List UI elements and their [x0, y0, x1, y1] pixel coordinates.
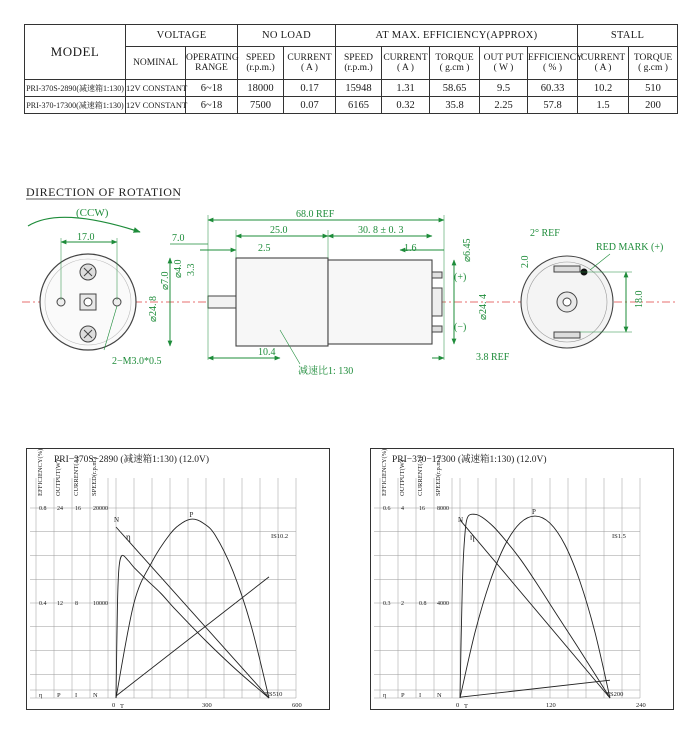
header-me-speed: SPEED (r.p.m.): [336, 47, 382, 80]
cell-st-current: 1.5: [578, 97, 629, 114]
holes-label: 2−M3.0*0.5: [112, 356, 162, 367]
dim-2-5: 2.5: [258, 243, 271, 254]
header-voltage: VOLTAGE: [126, 25, 238, 47]
cell-me-torque: 58.65: [430, 80, 480, 97]
dim-phi6-45: ⌀6.45: [462, 238, 473, 262]
header-me-output: OUT PUT ( W ): [480, 47, 528, 80]
x-tick-label: 240: [636, 702, 646, 709]
cell-model: PRI-370S-2890(减速箱1:130): [25, 80, 126, 97]
group-header-row: [25, 25, 678, 47]
gearbox-body: [236, 258, 328, 346]
y-axis-label: OUTPUT(W): [399, 459, 406, 496]
x-tick-label: 300: [202, 702, 212, 709]
chart-title: PRI−370−17300 (减速箱1:130) (12.0V): [392, 455, 547, 465]
output-shaft: [208, 296, 236, 308]
terminal-minus: [432, 326, 442, 332]
header-st-current: CURRENT ( A ): [578, 47, 629, 80]
header-nl-speed: SPEED (r.p.m.): [238, 47, 284, 80]
bottom-axis-letter: N: [437, 692, 442, 699]
y-axis-label: CURRENT(A): [417, 456, 424, 496]
y-mid-value: 10000: [93, 601, 108, 607]
bottom-axis-letter: I: [419, 692, 422, 699]
y-top-value: 0.6: [383, 506, 391, 512]
cell-me-current: 0.32: [382, 97, 430, 114]
cell-model: PRI-370-17300(减速箱1:130): [25, 97, 126, 114]
rear-view: [521, 256, 613, 348]
dim-10-4: 10.4: [258, 347, 276, 358]
bottom-axis-letter: P: [401, 692, 405, 699]
ccw-arc: [28, 217, 140, 232]
dim-3-8: 3.8 REF: [476, 352, 510, 363]
end-cap: [432, 288, 442, 316]
front-view: [40, 254, 136, 350]
cell-me-speed: 15948: [336, 80, 382, 97]
header-noload: NO LOAD: [238, 25, 336, 47]
dim-phi248: ⌀24. 8: [148, 295, 159, 322]
header-nominal: NOMINAL: [126, 47, 186, 80]
cell-me-efficiency: 57.8: [528, 97, 578, 114]
cell-nominal: 12V CONSTANT: [126, 80, 186, 97]
plus-label: (+): [454, 272, 467, 283]
header-operating-range: OPERATING RANGE: [186, 47, 238, 80]
dim-phi24-4: ⌀24. 4: [478, 293, 489, 320]
label-eta: η: [470, 532, 475, 542]
dim-17: 17.0: [77, 232, 95, 243]
cell-me-efficiency: 60.33: [528, 80, 578, 97]
header-me-torque: TORQUE ( g.cm ): [430, 47, 480, 80]
dim-7: 7.0: [172, 233, 185, 244]
header-st-torque: TORQUE ( g.cm ): [629, 47, 678, 80]
header-me-current: CURRENT ( A ): [382, 47, 430, 80]
side-view: [208, 258, 442, 346]
cell-me-speed: 6165: [336, 97, 382, 114]
label-p: P: [189, 511, 194, 520]
y-mid-value: 2: [401, 601, 404, 607]
minus-label: (−): [454, 322, 467, 333]
header-stall: STALL: [578, 25, 678, 47]
spec-table: [24, 24, 678, 114]
dim-308: 30. 8 ± 0. 3: [358, 225, 404, 236]
dim-phi7: ⌀7.0: [160, 271, 171, 290]
cell-st-current: 10.2: [578, 80, 629, 97]
terminal-plus: [432, 272, 442, 278]
cell-range: 6~18: [186, 97, 238, 114]
y-top-value: 0.8: [39, 506, 47, 512]
y-top-value: 16: [75, 506, 81, 512]
rotation-title: DIRECTION OF ROTATION: [26, 185, 182, 199]
header-me-efficiency: EFFICIENCY ( % ): [528, 47, 578, 80]
cell-nl-current: 0.07: [284, 97, 336, 114]
performance-chart-right: [370, 448, 674, 710]
label-ts: TS510: [265, 691, 283, 698]
cell-me-output: 2.25: [480, 97, 528, 114]
table-row: [25, 97, 678, 114]
bottom-axis-letter: I: [75, 692, 78, 699]
cell-nl-speed: 18000: [238, 80, 284, 97]
cell-nominal: 12V CONSTANT: [126, 97, 186, 114]
y-axis-label: SPEED(r.p.m.): [435, 456, 442, 496]
label-p: P: [532, 508, 536, 517]
rear-terminal-top: [554, 266, 580, 272]
x-tick-label: 600: [292, 702, 302, 709]
cell-nl-speed: 7500: [238, 97, 284, 114]
dim-1-6: 1.6: [404, 243, 417, 254]
dim-phi4: ⌀4.0: [173, 259, 184, 278]
header-nl-current: CURRENT ( A ): [284, 47, 336, 80]
y-top-value: 8000: [437, 506, 449, 512]
motor-drawing: [0, 180, 700, 380]
cell-nl-current: 0.17: [284, 80, 336, 97]
cell-me-output: 9.5: [480, 80, 528, 97]
y-axis-label: CURRENT(A): [73, 456, 80, 496]
table-row: [25, 80, 678, 97]
label-n: N: [114, 516, 120, 524]
label-is: IS1.5: [612, 533, 626, 540]
red-mark-label: RED MARK (+): [596, 242, 664, 253]
motor-body: [328, 260, 432, 344]
cell-range: 6~18: [186, 80, 238, 97]
y-axis-label: OUTPUT(W): [55, 459, 62, 496]
dim-2-0: 2.0: [520, 255, 531, 268]
bottom-axis-letter: η: [39, 692, 43, 699]
cell-st-torque: 200: [629, 97, 678, 114]
label-is: IS10.2: [271, 533, 289, 540]
label-eta: η: [126, 532, 131, 542]
ccw-label: (CCW): [76, 207, 109, 219]
dim-18: 18.0: [634, 290, 645, 308]
y-mid-value: 0.8: [419, 601, 427, 607]
rear-terminal-bottom: [554, 332, 580, 338]
label-ts: TS200: [606, 691, 624, 698]
header-model: MODEL: [25, 25, 126, 80]
gear-ratio-label: 减速比1: 130: [298, 366, 354, 377]
x-tick-label: 0: [112, 702, 116, 709]
dim-3-3: 3.3: [186, 263, 197, 276]
dim-25: 25.0: [270, 225, 288, 236]
y-axis-label: EFFICIENCY(%): [381, 448, 388, 496]
y-axis-label: SPEED(r.p.m.): [91, 456, 98, 496]
y-top-value: 24: [57, 506, 63, 512]
bottom-axis-letter: P: [57, 692, 61, 699]
y-mid-value: 4000: [437, 601, 449, 607]
x-tick-label: 120: [546, 702, 556, 709]
y-top-value: 20000: [93, 506, 108, 512]
y-top-value: 16: [419, 506, 425, 512]
cell-me-torque: 35.8: [430, 97, 480, 114]
y-mid-value: 0.3: [383, 601, 391, 607]
header-maxeff: AT MAX. EFFICIENCY(APPROX): [336, 25, 578, 47]
chart-title: PRI−370S−2890 (减速箱1:130) (12.0V): [54, 455, 210, 465]
bottom-axis-letter: N: [93, 692, 98, 699]
x-tick-label: 0: [456, 702, 460, 709]
dim-68: 68.0 REF: [296, 209, 335, 220]
y-top-value: 4: [401, 506, 404, 512]
performance-chart-left: [26, 448, 330, 710]
dim-2-deg-ref: 2° REF: [530, 228, 560, 239]
y-mid-value: 12: [57, 601, 63, 607]
y-mid-value: 8: [75, 601, 78, 607]
cell-st-torque: 510: [629, 80, 678, 97]
bottom-axis-letter: η: [383, 692, 387, 699]
y-axis-label: EFFICIENCY(%): [37, 448, 44, 496]
label-n: N: [458, 516, 464, 524]
label-origin-t: T: [464, 703, 468, 710]
label-origin-t: T: [120, 703, 124, 710]
cell-me-current: 1.31: [382, 80, 430, 97]
y-mid-value: 0.4: [39, 601, 47, 607]
